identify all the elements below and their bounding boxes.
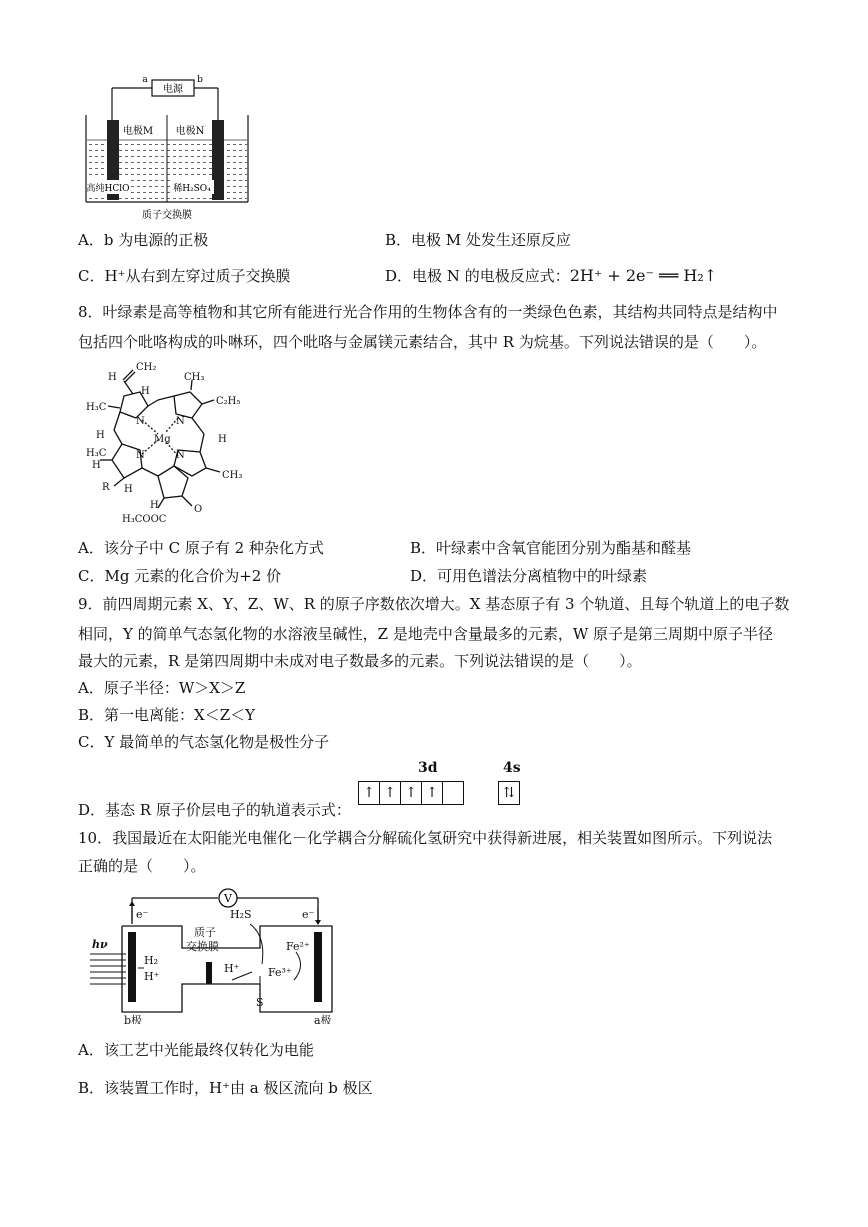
terminal-b-label: b bbox=[197, 75, 203, 85]
q7-option-a: A．b 为电源的正极 bbox=[78, 231, 209, 249]
orbital-3d-box-2: ↑ bbox=[379, 781, 400, 805]
q10-stem-line-2: 正确的是（ ）。 bbox=[78, 857, 206, 875]
q8-option-b: B．叶绿素中含氧官能团分别为酯基和醛基 bbox=[410, 539, 692, 557]
iron-iii-label: Fe³⁺ bbox=[268, 966, 292, 979]
bridge-h-top-label: H bbox=[141, 386, 150, 397]
photoelectrocatalysis-figure bbox=[82, 884, 342, 1024]
q9-option-d: D．基态 R 原子价层电子的轨道表示式： bbox=[78, 801, 351, 819]
membrane-label-line-2: 交换膜 bbox=[186, 940, 219, 953]
orbital-4s-boxes bbox=[498, 781, 520, 805]
q8-stem-line-2: 包括四个吡咯构成的卟啉环，四个吡咯与金属镁元素结合，其中 R 为烷基。下列说法错误的是（ ）。 bbox=[78, 333, 767, 351]
q9-stem-line-2: 相同，Y 的简单气态氢化物的水溶液呈碱性，Z 是地壳中含量最多的元素，W 原子是第三周期中原子半径 bbox=[78, 625, 774, 643]
electrode-n-label: 电极N bbox=[175, 126, 205, 137]
q9-stem-line-1: 9．前四周期元素 X、Y、Z、W、R 的原子序数依次增大。X 基态原子有 3 个轨道、且每个轨道上的电子数 bbox=[78, 595, 790, 613]
orbital-3d-label: 3d bbox=[418, 760, 438, 776]
orbital-3d-box-1: ↑ bbox=[358, 781, 379, 805]
nitrogen-1-label: N bbox=[136, 416, 145, 427]
orbital-3d-boxes bbox=[358, 781, 464, 805]
q8-option-c: C．Mg 元素的化合价为+2 价 bbox=[78, 567, 282, 585]
electron-right-label: e⁻ bbox=[302, 908, 315, 921]
iron-ii-label: Fe²⁺ bbox=[286, 940, 310, 953]
q7-option-c: C．H⁺从右到左穿过质子交换膜 bbox=[78, 267, 291, 285]
electron-left-label: e⁻ bbox=[136, 908, 149, 921]
vinyl-ch2-label: CH₂ bbox=[136, 362, 157, 373]
bridge-h-right-label: H bbox=[218, 434, 227, 445]
electrode-m-label: 电极M bbox=[122, 126, 154, 137]
methyl-bottom-right-label: CH₃ bbox=[222, 470, 243, 481]
q9-stem-line-3: 最大的元素，R 是第四周期中未成对电子数最多的元素。下列说法错误的是（ ）。 bbox=[78, 652, 642, 670]
a-pole-label: a极 bbox=[314, 1014, 332, 1024]
ketone-o-label: O bbox=[194, 504, 203, 515]
q7-option-d-prefix: D．电极 N 的电极反应式： bbox=[385, 267, 570, 285]
photon-label: hν bbox=[92, 938, 108, 951]
left-solution-label: 高纯HClO bbox=[86, 184, 130, 194]
ring-h-label: H bbox=[92, 460, 101, 471]
sulfur-label: S bbox=[256, 996, 264, 1009]
orbital-3d-box-4: ↑ bbox=[421, 781, 442, 805]
ester-group-label: H₃COOC bbox=[122, 514, 167, 525]
orbital-3d-box-5 bbox=[442, 781, 464, 805]
proton-left-label: H⁺ bbox=[144, 970, 160, 983]
q7-option-d bbox=[385, 266, 717, 286]
electrolysis-cell-figure bbox=[82, 70, 262, 230]
orbital-4s-label: 4s bbox=[503, 760, 521, 776]
b-pole-label: b极 bbox=[124, 1014, 143, 1024]
membrane-label-line-1: 质子 bbox=[194, 926, 216, 939]
magnesium-label: Mg bbox=[154, 434, 171, 445]
right-solution-label: 稀H₂SO₄ bbox=[173, 184, 211, 194]
chlorophyll-structure-figure bbox=[78, 360, 258, 530]
bridge-h-left-label: H bbox=[96, 430, 105, 441]
power-source-label: 电源 bbox=[163, 84, 183, 95]
q8-option-d: D．可用色谱法分离植物中的叶绿素 bbox=[410, 567, 648, 585]
methyl-top-right-label: CH₃ bbox=[184, 372, 205, 383]
nitrogen-4-label: N bbox=[176, 450, 185, 461]
methyl-bottom-left-label: H₃C bbox=[86, 448, 107, 459]
q9-option-c: C．Y 最简单的气态氢化物是极性分子 bbox=[78, 733, 330, 751]
q9-option-b: B．第一电离能：X＜Z＜Y bbox=[78, 706, 256, 724]
vinyl-h-label: H bbox=[108, 372, 117, 383]
terminal-a-label: a bbox=[142, 75, 148, 85]
ethyl-label: C₂H₅ bbox=[216, 396, 241, 407]
nitrogen-3-label: N bbox=[136, 450, 145, 461]
ring-h-ester-label: H bbox=[150, 500, 159, 511]
q7-option-b: B．电极 M 处发生还原反应 bbox=[385, 231, 571, 249]
alkyl-r-label: R bbox=[102, 482, 110, 493]
q8-option-a: A．该分子中 C 原子有 2 种杂化方式 bbox=[78, 539, 324, 557]
q7-option-d-equation: 2H⁺ + 2e⁻ ══ H₂↑ bbox=[569, 266, 718, 285]
hydrogen-sulfide-label: H₂S bbox=[230, 908, 252, 921]
q10-option-b: B．该装置工作时，H⁺由 a 极区流向 b 极区 bbox=[78, 1079, 373, 1097]
q9-option-a: A．原子半径：W＞X＞Z bbox=[78, 679, 246, 697]
q10-stem-line-1: 10．我国最近在太阳能光电催化－化学耦合分解硫化氢研究中获得新进展，相关装置如图所示。下列说法 bbox=[78, 829, 773, 847]
ring-h-bottom-label: H bbox=[124, 484, 133, 495]
proton-middle-label: H⁺ bbox=[224, 962, 240, 975]
hydrogen-gas-label: H₂ bbox=[144, 954, 159, 967]
orbital-4s-box: ⇅ bbox=[498, 781, 520, 805]
orbital-3d-box-3: ↑ bbox=[400, 781, 421, 805]
voltmeter-label: V bbox=[224, 892, 232, 905]
membrane-label: 质子交换膜 bbox=[142, 210, 192, 221]
methyl-left-label: H₃C bbox=[86, 402, 107, 413]
q8-stem-line-1: 8．叶绿素是高等植物和其它所有能进行光合作用的生物体含有的一类绿色色素，其结构共同特点是结构中 bbox=[78, 303, 778, 321]
q10-option-a: A．该工艺中光能最终仅转化为电能 bbox=[78, 1041, 314, 1059]
nitrogen-2-label: N bbox=[176, 416, 185, 427]
